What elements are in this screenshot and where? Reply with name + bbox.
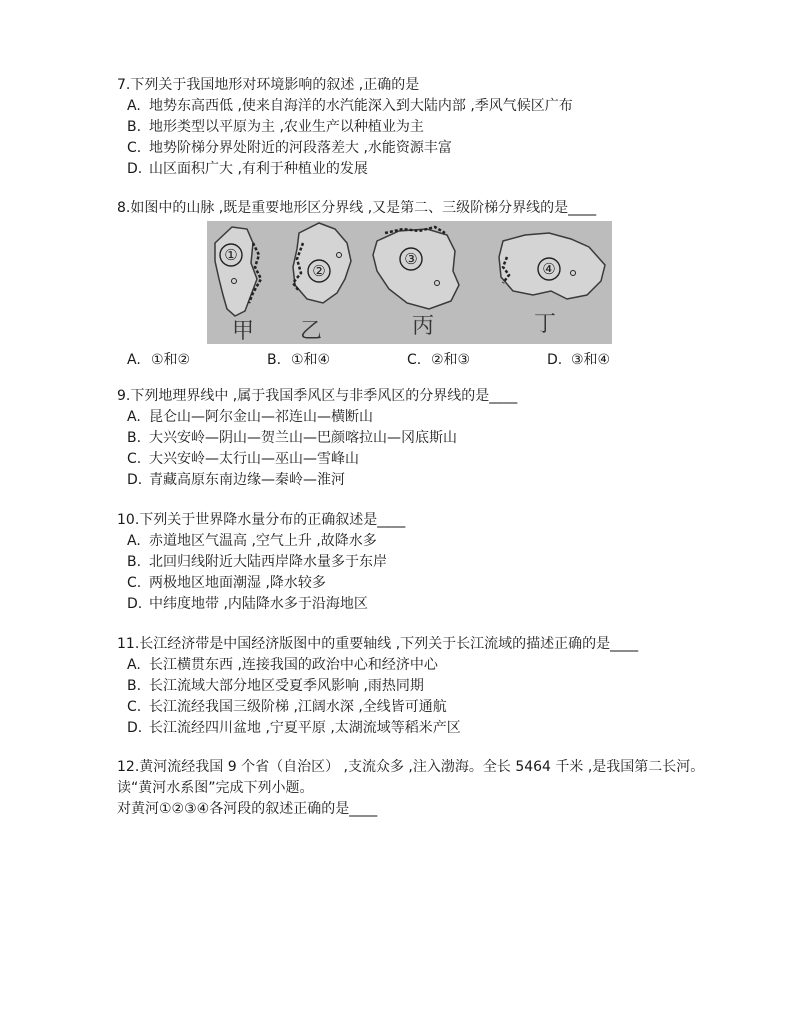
map-svg: [207, 221, 612, 344]
option-a[interactable]: A. 昆仑山—阿尔金山—祁连山—横断山: [127, 409, 373, 425]
option-b[interactable]: B. 长江流域大部分地区受夏季风影响 ,雨热同期: [127, 678, 424, 694]
map-label: 丁: [533, 312, 557, 337]
question-stem: 10.下列关于世界降水量分布的正确叙述是____: [117, 512, 406, 528]
option-b[interactable]: B. 地形类型以平原为主 ,农业生产以种植业为主: [127, 119, 424, 135]
option-a[interactable]: A. 赤道地区气温高 ,空气上升 ,故降水多: [127, 533, 377, 549]
map-yi: [293, 223, 351, 344]
question-stem: 12.黄河流经我国 9 个省（自治区） ,支流众多 ,注入渤海。全长 5464 千米 ,是我国第二长河。读“黄河水系图”完成下列小题。: [117, 759, 705, 796]
mountain-map-figure: [207, 221, 612, 344]
map-bing: [373, 227, 459, 339]
map-ding: [499, 233, 605, 337]
question-12: [117, 757, 707, 820]
option-c[interactable]: C. 两极地区地面潮湿 ,降水较多: [127, 575, 326, 591]
map-label: 丙: [411, 314, 435, 339]
options-row: [117, 350, 707, 371]
option-c[interactable]: C. 大兴安岭—太行山—巫山—雪峰山: [127, 451, 359, 467]
question-stem: 8.如图中的山脉 ,既是重要地形区分界线 ,又是第二、三级阶梯分界线的是____: [117, 200, 597, 216]
option-b[interactable]: B. 北回归线附近大陆西岸降水量多于东岸: [127, 554, 387, 570]
option-d[interactable]: D. ③和④: [547, 352, 611, 368]
map-jia: [215, 227, 261, 344]
option-c[interactable]: C. 长江流经我国三级阶梯 ,江阔水深 ,全线皆可通航: [127, 699, 447, 715]
option-d[interactable]: D. 长江流经四川盆地 ,宁夏平原 ,太湖流域等稻米产区: [127, 720, 461, 736]
question-10: [117, 510, 707, 615]
sub-question: 对黄河①②③④各河段的叙述正确的是____: [117, 801, 378, 817]
option-d[interactable]: D. 青藏高原东南边缘—秦岭—淮河: [127, 472, 345, 488]
option-c[interactable]: C. ②和③: [407, 352, 471, 368]
map-number: ②: [312, 262, 326, 280]
question-9: [117, 386, 707, 491]
option-c[interactable]: C. 地势阶梯分界处附近的河段落差大 ,水能资源丰富: [127, 140, 452, 156]
option-b[interactable]: B. ①和④: [267, 352, 331, 368]
question-stem: 11.长江经济带是中国经济版图中的重要轴线 ,下列关于长江流域的描述正确的是____: [117, 636, 639, 652]
question-stem: 9.下列地理界线中 ,属于我国季风区与非季风区的分界线的是____: [117, 388, 518, 404]
option-d[interactable]: D. 山区面积广大 ,有利于种植业的发展: [127, 161, 368, 177]
map-number: ④: [542, 260, 556, 278]
question-stem: 7.下列关于我国地形对环境影响的叙述 ,正确的是: [117, 77, 420, 93]
map-number: ①: [224, 246, 238, 264]
option-a[interactable]: A. ①和②: [127, 352, 191, 368]
question-8-options: [117, 346, 707, 371]
map-label: 甲: [231, 319, 255, 344]
option-b[interactable]: B. 大兴安岭—阴山—贺兰山—巴颜喀拉山—冈底斯山: [127, 430, 457, 446]
option-a[interactable]: A. 长江横贯东西 ,连接我国的政治中心和经济中心: [127, 657, 438, 673]
question-8: [117, 198, 707, 219]
map-label: 乙: [299, 319, 323, 344]
question-11: [117, 634, 707, 739]
option-d[interactable]: D. 中纬度地带 ,内陆降水多于沿海地区: [127, 596, 368, 612]
map-number: ③: [404, 250, 418, 268]
question-7: [117, 75, 707, 180]
option-a[interactable]: A. 地势东高西低 ,使来自海洋的水汽能深入到大陆内部 ,季风气候区广布: [127, 98, 573, 114]
